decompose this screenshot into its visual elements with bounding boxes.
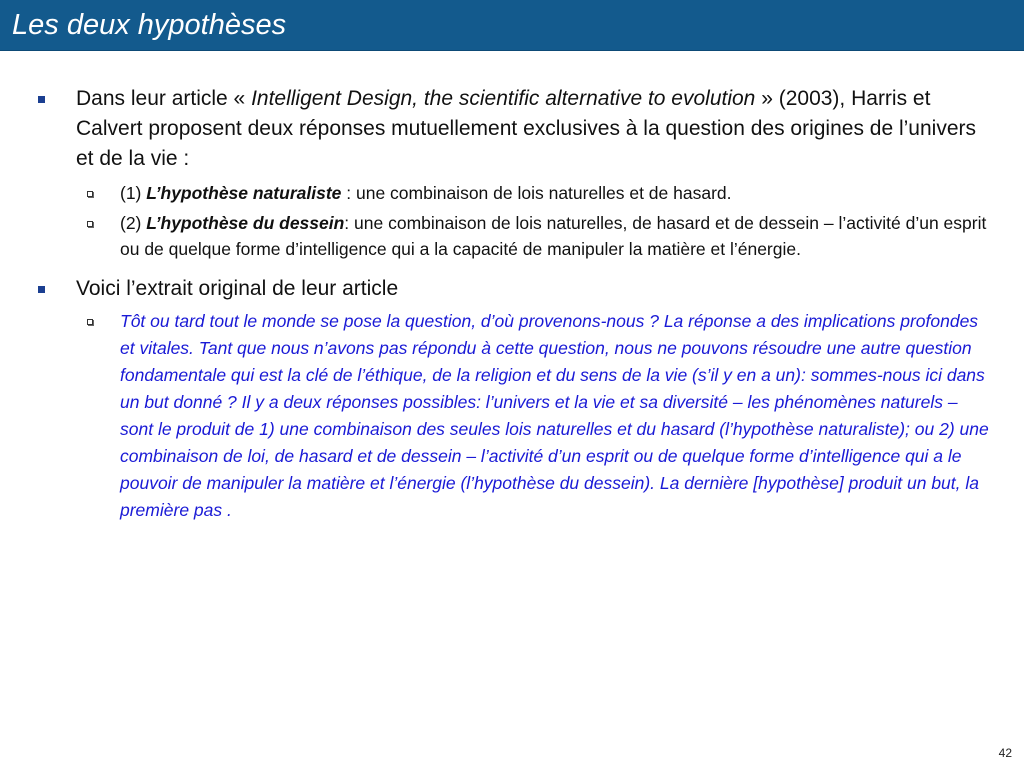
title-bar — [0, 0, 1024, 51]
sub-bullet-rest: : une combinaison de lois naturelles et de hasard. — [341, 183, 732, 203]
sub-bullet-prefix: (1) — [120, 183, 147, 203]
sub-bullet-prefix: (2) — [120, 213, 147, 233]
bullet-article-intro — [0, 84, 1024, 174]
bullet-original-extract — [0, 274, 1024, 304]
hollow-square-bullet-icon — [87, 221, 93, 227]
bullet-text-before: Dans leur article « — [76, 87, 252, 110]
bullet-text: Voici l’extrait original de leur article — [76, 277, 399, 300]
sub-bullet-design — [0, 210, 1024, 262]
hollow-square-bullet-icon — [87, 319, 93, 325]
square-bullet-icon — [38, 286, 45, 293]
sub-bullet-quote — [0, 308, 1024, 524]
quote-text: Tôt ou tard tout le monde se pose la question, d’où provenons-nous ? La réponse a des implications profondes et vitales. Tant que nous n’avons pas répondu à cette question, nous ne pouvons résoudre une autre question fondamentale qui est la clé de l’éthique, de la religion et du sens de la vie (s’il y en a un): sommes-nous ici dans un but donné ? Il y a deux réponses possibles: l’univers et la vie et sa diversité – les phénomènes naturels – sont le produit de 1) une combinaison des seules lois naturelles et du hasard (l’hypothèse naturaliste); ou 2) une combinaison de loi, de hasard et de dessein – l’activité d’un esprit ou de quelque forme d’intelligence qui a le pouvoir de manipuler la matière et l’énergie (l’hypothèse du dessein). La dernière [hypothèse] produit un but, la première pas . — [120, 311, 989, 520]
square-bullet-icon — [38, 96, 45, 103]
slide-content — [0, 84, 1024, 524]
hollow-square-bullet-icon — [87, 191, 93, 197]
slide-title: Les deux hypothèses — [12, 9, 287, 41]
page-number: 42 — [998, 746, 1012, 760]
sub-bullet-naturalist — [0, 180, 1024, 206]
sub-bullet-rest: : une combinaison de lois naturelles, de hasard et de dessein – l’activité d’un esprit ou de quelque forme d’intelligence qui a la capacité de manipuler la matière et l’énergie. — [120, 213, 987, 259]
article-title: Intelligent Design, the scientific alternative to evolution — [251, 87, 756, 110]
term-design: L’hypothèse du dessein — [146, 213, 345, 233]
bullet-text-after: » (2003), Harris et Calvert proposent deux réponses mutuellement exclusives à la question des origines de l’univers et de la vie : — [76, 87, 976, 170]
term-naturalist: L’hypothèse naturaliste — [146, 183, 342, 203]
